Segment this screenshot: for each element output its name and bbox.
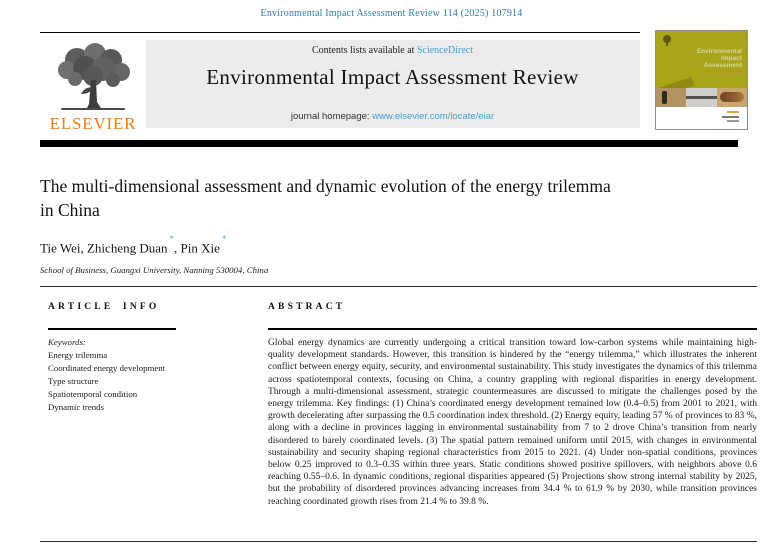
- authors-text-1: Tie Wei, Zhicheng Duan: [40, 240, 168, 256]
- cover-footer-text-line: [727, 120, 739, 122]
- author-list: [40, 234, 227, 256]
- keyword-item: Dynamic trends: [48, 402, 104, 412]
- cover-photo-3: [717, 88, 747, 107]
- keyword-item: Type structure: [48, 376, 99, 386]
- masthead-panel: [145, 40, 640, 128]
- abstract-text: Global energy dynamics are currently undergoing a critical transition toward low-carbon systems while maintaining high-quality development standards. However, this transition is hindered by the “energy trilemma,” which illustrates the inherent conflict between energy equity, security, and environmental sustainability. This study investigates the dynamics of this trilemma across spatiotemporal contexts, focusing on China, a country grappling with regional disparities in energy development. Through a multi-dimensional assessment, strategic countermeasures are discussed to mitigate the challenges posed by the energy trilemma. Key findings: (1) China’s coordinated energy development remained low (0.4–0.5) from 2001 to 2021, with growth decelerating after surpassing the 0.5 coordination index threshold. (2) Energy equity, leading 57 % of provinces to 83 %, along with a decline in provinces lagging in environmental sustainability from 7 to 2 drove China’s transition from nearly disordered to barely coordinated levels. (3) The spatial pattern remained uniform until 2015, with changes in environmental sustainability and security shaping regional characteristics from 2015 to 2021. (4) Under non-spatial conditions, provinces below 0.25 improved to 0.3–0.35 within three years. Static conditions showed positive spillovers, with neighbors above 0.6 reaching 0.55–0.6. In dynamic conditions, regional disparities appeared (5) Projections show strong internal stability by 2025, but the probability of disordered provinces advancing increases from 34.4 % to 61.9 % by 2030, while transition provinces reaching coordinated growth rises from 21.4 % to 39.8 %.: [268, 338, 757, 507]
- cover-footer: [656, 107, 747, 129]
- contents-line: [145, 45, 640, 56]
- sciencedirect-link[interactable]: ScienceDirect: [416, 45, 474, 56]
- contents-text: Contents lists available at: [311, 45, 417, 56]
- keywords-block: [48, 336, 253, 414]
- cover-photo-bridge: [686, 96, 717, 99]
- journal-citation-link[interactable]: Environmental Impact Assessment Review 114 (2025) 107914: [260, 8, 523, 19]
- cover-title-line: Environmental: [696, 48, 742, 55]
- homepage-label: journal homepage:: [290, 111, 373, 122]
- cover-photo-1: [656, 88, 686, 107]
- cover-top-panel: [656, 31, 747, 88]
- corresponding-author-mark[interactable]: *: [221, 234, 227, 244]
- journal-homepage-link[interactable]: www.elsevier.com/locate/eiar: [372, 111, 495, 122]
- elsevier-tree-icon: [47, 42, 139, 114]
- elsevier-wordmark: ELSEVIER: [49, 114, 137, 133]
- cover-title-line: Assessment: [703, 62, 742, 69]
- masthead-top-rule: [40, 32, 640, 33]
- cover-footer-accent: [727, 111, 739, 113]
- affiliation: School of Business, Guangxi University, Nanning 530004, China: [40, 265, 269, 275]
- article-head-divider: [40, 286, 757, 287]
- cover-photo-figure: [662, 91, 667, 104]
- cover-photo-2: [686, 88, 717, 107]
- keywords-label: Keywords:: [48, 337, 86, 347]
- corresponding-author-mark[interactable]: *: [169, 234, 174, 244]
- article-title: The multi-dimensional assessment and dynamic evolution of the energy trilemma in China: [40, 176, 611, 220]
- keyword-item: Energy trilemma: [48, 350, 108, 360]
- cover-journal-title: [697, 48, 742, 77]
- page-bottom-rule: [40, 541, 757, 542]
- authors-text-2: , Pin Xie: [174, 240, 220, 256]
- masthead-bottom-bar: [40, 140, 738, 147]
- keyword-item: Coordinated energy development: [48, 363, 166, 373]
- cover-title-line: Impact: [721, 55, 742, 62]
- cover-photo-log: [720, 92, 744, 102]
- cover-tree-icon: [662, 35, 672, 46]
- abstract-rule: [268, 328, 757, 330]
- elsevier-logo: [40, 36, 146, 136]
- keyword-item: Spatiotemporal condition: [48, 389, 138, 399]
- abstract-heading: ABSTRACT: [268, 302, 346, 312]
- homepage-line: [145, 111, 640, 122]
- cover-photo-strip: [656, 88, 747, 107]
- cover-title-review: REVIEW: [717, 70, 742, 76]
- cover-footer-text-line: [722, 116, 739, 118]
- cover-design-stripe: [656, 77, 694, 88]
- article-info-heading: ARTICLE INFO: [48, 302, 160, 312]
- article-info-rule: [48, 328, 176, 330]
- journal-name: Environmental Impact Assessment Review: [206, 65, 579, 89]
- journal-cover-thumbnail[interactable]: [655, 30, 748, 130]
